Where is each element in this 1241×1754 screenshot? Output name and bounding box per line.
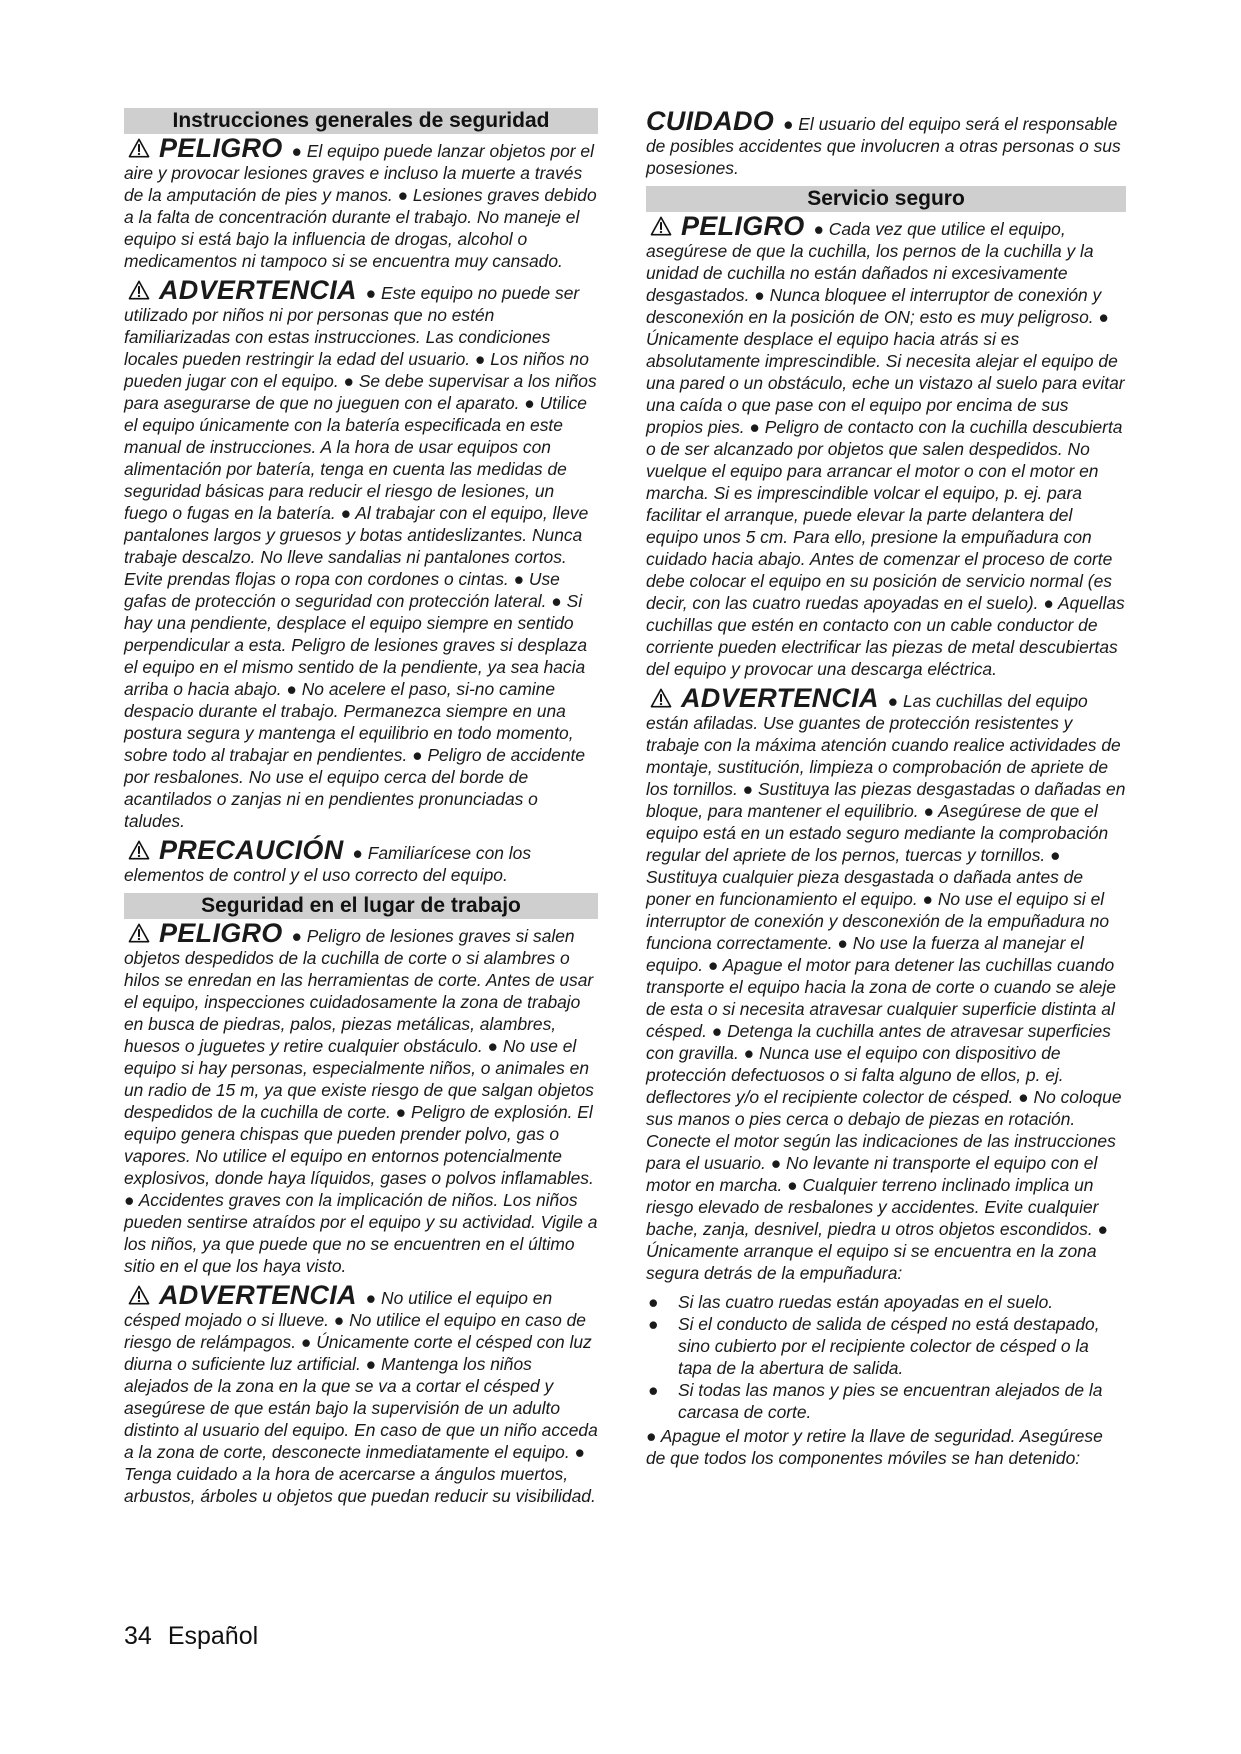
warning-keyword: ADVERTENCIA (159, 1280, 357, 1310)
section-heading-general-safety: Instrucciones generales de seguridad (124, 108, 598, 134)
section-heading-safe-service: Servicio seguro (646, 186, 1126, 212)
list-item-text: Si el conducto de salida de césped no está destapado, sino cubierto por el recipiente colector de césped o la tapa de la abertura de salida. (678, 1314, 1100, 1378)
page-language: Español (167, 1622, 259, 1650)
danger-paragraph-2 (124, 918, 598, 1277)
warning-triangle-icon (128, 138, 150, 158)
danger-paragraph-1 (124, 133, 598, 272)
warning-triangle-icon (128, 1285, 150, 1305)
danger-keyword: PELIGRO (159, 918, 283, 948)
list-item (646, 1313, 1126, 1379)
warning-keyword: ADVERTENCIA (681, 683, 879, 713)
warning-triangle-icon (650, 216, 672, 236)
bullet-icon: ● (648, 1380, 659, 1400)
page-number: 34 (124, 1622, 152, 1650)
care-keyword: CUIDADO (646, 106, 775, 136)
warning-text: ● Las cuchillas del equipo están afiladas. Use guantes de protección resistentes y trabaje con la máxima atención cuando realice actividades de montaje, sustitución, limpieza o comprobación de apriete de los tornillos. ● Sustituya las piezas desgastadas o dañadas en bloque, para mantener el equilibrio. ● Asegúrese de que el equipo está en un estado seguro mediante la comprobación regular del apriete de los pernos, tuercas y tornillos. ● Sustituya cualquier pieza desgastada o dañada antes de poner en funcionamiento el equipo. ● No use el equipo si el interruptor de conexión y desconexión de la empuñadura no funciona correctamente. ● No use la fuerza al manejar el equipo. ● Apague el motor para detener las cuchillas cuando transporte el equipo hacia la zona de corte o cuando se aleje de esta o si necesita atravesar cualquier superficie distinta al césped. ● Detenga la cuchilla antes de atravesar superficies con gravilla. ● Nunca use el equipo con dispositivo de protección defectuosos o si falta alguno de ellos, p. ej. deflectores y/o el recipiente colector de césped. ● No coloque sus manos o pies cerca o debajo de piezas en rotación. Conecte el motor según las indicaciones de las instrucciones para el usuario. ● No levante ni transporte el equipo con el motor en marcha. ● Cualquier terreno inclinado implica un riesgo elevado de resbalones y accidentes. Evite cualquier bache, zanja, desnivel, piedra u otros objetos escondidos. ● Únicamente arranque el equipo si se encuentra en la zona segura detrás de la empuñadura: (646, 691, 1126, 1283)
warning-triangle-icon (128, 923, 150, 943)
right-column (646, 106, 1126, 1476)
list-item (646, 1379, 1126, 1423)
warning-text: ● Este equipo no puede ser utilizado por niños ni por personas que no estén familiarizadas con estas instrucciones. Las condiciones locales pueden restringir la edad del usuario. ● Los niños no pueden jugar con el equipo. ● Se debe supervisar a los niños para asegurarse de que no jueguen con el aparato. ● Utilice el equipo únicamente con la batería especificada en este manual de instrucciones. A la hora de usar equipos con alimentación por batería, tenga en cuenta las medidas de seguridad básicas para reducir el riesgo de lesiones, un fuego o fugas en la batería. ● Al trabajar con el equipo, lleve pantalones largos y gruesos y botas antideslizantes. Nunca trabaje descalzo. No lleve sandalias ni pantalones cortos. Evite prendas flojas o ropa con cordones o cintas. ● Use gafas de protección o seguridad con protección lateral. ● Si hay una pendiente, desplace el equipo siempre en sentido perpendicular a esta. Peligro de lesiones graves si desplaza el equipo en el mismo sentido de la pendiente, ya sea hacia arriba o hacia abajo. ● No acelere el paso, si-no camine despacio durante el trabajo. Permanezca siempre en una postura segura y mantenga el equilibrio en todo momento, sobre todo al trabajar en pendientes. ● Peligro de accidente por resbalones. No use el equipo cerca del borde de acantilados o zanjas ni en pendientes pronunciadas o taludes. (124, 283, 597, 831)
section-heading-workplace-safety: Seguridad en el lugar de trabajo (124, 893, 598, 919)
bullet-icon: ● (648, 1292, 659, 1312)
danger-paragraph-3 (646, 211, 1126, 680)
danger-text: ● Peligro de lesiones graves si salen objetos despedidos de la cuchilla de corte o si alambres o hilos se enredan en las herramientas de corte. Antes de usar el equipo, inspecciones cuidadosamente la zona de trabajo en busca de piedras, palos, piezas metálicas, alambres, huesos o juguetes y retire cualquier obstáculo. ● No use el equipo si hay personas, especialmente niños, o animales en un radio de 15 m, ya que existe riesgo de que salgan objetos despedidos de la cuchilla de corte. ● Peligro de explosión. El equipo genera chispas que pueden prender polvo, gas o vapores. No utilice el equipo en entornos potencialmente explosivos, donde haya líquidos, gases o polvos inflamables. ● Accidentes graves con la implicación de niños. Los niños pueden sentirse atraídos por el equipo y su actividad. Vigile a los niños, ya que puede que no se encuentren en el último sitio en el que los haya visto. (124, 926, 598, 1276)
danger-keyword: PELIGRO (681, 211, 805, 241)
conditions-list (646, 1291, 1126, 1423)
danger-keyword: PELIGRO (159, 133, 283, 163)
care-text: ● El usuario del equipo será el responsable de posibles accidentes que involucren a otras personas o sus posesiones. (646, 114, 1121, 178)
caution-keyword: PRECAUCIÓN (159, 835, 344, 865)
warning-triangle-icon (128, 280, 150, 300)
page-footer (124, 1622, 258, 1651)
care-paragraph (646, 106, 1126, 179)
list-item (646, 1291, 1126, 1313)
list-item-text: Si las cuatro ruedas están apoyadas en el suelo. (678, 1292, 1054, 1312)
warning-paragraph-1 (124, 275, 598, 832)
bullet-icon: ● (648, 1314, 659, 1334)
warning-text: ● No utilice el equipo en césped mojado o si llueve. ● No utilice el equipo en caso de riesgo de relámpagos. ● Únicamente corte el césped con luz diurna o suficiente luz artificial. ● Mantenga los niños alejados de la zona en la que se va a cortar el césped y asegúrese de que están bajo la supervisión de un adulto distinto al usuario del equipo. En caso de que un niño acceda a la zona de corte, desconecte inmediatamente el equipo. ● Tenga cuidado a la hora de acercarse a ángulos muertos, arbustos, árboles u objetos que puedan reducir su visibilidad. (124, 1288, 598, 1506)
danger-text: ● Cada vez que utilice el equipo, asegúrese de que la cuchilla, los pernos de la cuchilla y la unidad de cuchilla no están dañados ni excesivamente desgastados. ● Nunca bloquee el interruptor de conexión y desconexión en la posición de ON; esto es muy peligroso. ● Únicamente desplace el equipo hacia atrás si es absolutamente imprescindible. Si necesita alejar el equipo de una pared o un obstáculo, eche un vistazo al suelo para evitar una caída o que pase con el equipo por encima de sus propios pies. ● Peligro de contacto con la cuchilla descubierta o de ser alcanzado por objetos que salen despedidos. No vuelque el equipo para arrancar el motor o con el motor en marcha. Si es imprescindible volcar el equipo, p. ej. para facilitar el arranque, puede elevar la parte delantera del equipo unos 5 cm. Para ello, presione la empuñadura con cuidado hacia abajo. Antes de comenzar el proceso de corte debe colocar el equipo en su posición de servicio normal (es decir, con las cuatro ruedas apoyadas en el suelo). ● Aquellas cuchillas que estén en contacto con un cable conductor de corriente pueden electrificar las piezas de metal descubiertas del equipo y provocar una descarga eléctrica. (646, 219, 1125, 679)
warning-triangle-icon (128, 840, 150, 860)
warning-keyword: ADVERTENCIA (159, 275, 357, 305)
warning-paragraph-3 (646, 683, 1126, 1284)
left-column (124, 108, 598, 1514)
caution-text: ● Familiarícese con los elementos de control y el uso correcto del equipo. (124, 843, 532, 885)
danger-text: ● El equipo puede lanzar objetos por el aire y provocar lesiones graves e incluso la muerte a través de la amputación de pies y manos. ● Lesiones graves debido a la falta de concentración durante el trabajo. No maneje el equipo si está bajo la influencia de drogas, alcohol o medicamentos ni tampoco si se encuentra muy cansado. (124, 141, 597, 271)
caution-paragraph (124, 835, 598, 886)
list-item-text: Si todas las manos y pies se encuentran alejados de la carcasa de corte. (678, 1380, 1103, 1422)
warning-triangle-icon (650, 688, 672, 708)
final-paragraph: ● Apague el motor y retire la llave de seguridad. Asegúrese de que todos los componentes móviles se han detenido: (646, 1426, 1103, 1468)
warning-paragraph-2 (124, 1280, 598, 1507)
